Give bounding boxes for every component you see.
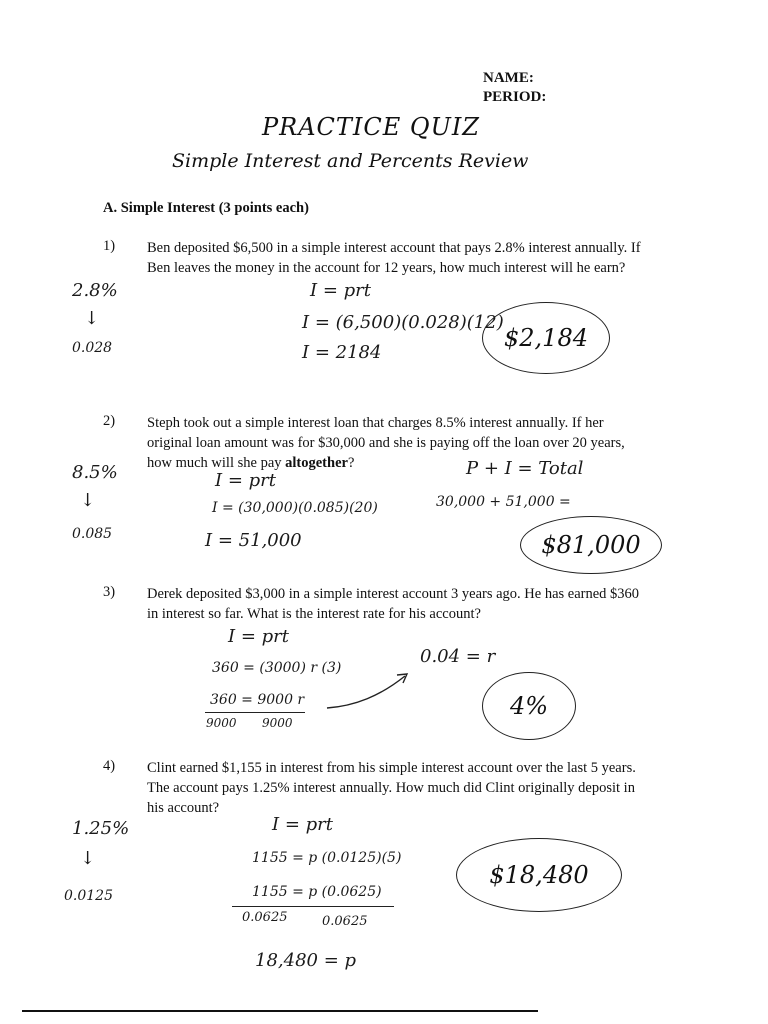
- q4-denominator-2: 0.0625: [322, 914, 368, 929]
- q4-work-line-3: 1155 = p (0.0625): [252, 884, 382, 900]
- section-heading: A. Simple Interest (3 points each): [103, 200, 309, 216]
- question-1-text: Ben deposited $6,500 in a simple interest account that pays 2.8% interest annually. If Ben leaves the money in the account for 12 years, how much interest will he earn?: [147, 240, 641, 276]
- q1-margin-arrow: ↓: [84, 308, 100, 329]
- period-label: PERIOD:: [483, 89, 547, 105]
- q4-answer: $18,480: [489, 861, 589, 889]
- q3-work-line-2: 360 = (3000) r (3): [212, 660, 342, 676]
- q4-work-line-2: 1155 = p (0.0125)(5): [252, 850, 402, 866]
- q3-arrow-icon: [325, 668, 415, 714]
- q4-fraction-bar: [232, 906, 394, 907]
- q1-margin-decimal: 0.028: [72, 340, 113, 356]
- q3-answer: 4%: [509, 692, 549, 720]
- question-1-number: 1): [103, 238, 116, 254]
- q1-work-line-3: I = 2184: [302, 342, 382, 363]
- q4-margin-percent: 1.25%: [72, 818, 130, 839]
- q4-denominator-1: 0.0625: [242, 910, 288, 925]
- q3-denominator-2: 9000: [262, 716, 293, 730]
- q2-margin-arrow: ↓: [80, 490, 96, 511]
- q4-margin-decimal: 0.0125: [64, 888, 113, 904]
- q3-denominator-1: 9000: [206, 716, 237, 730]
- question-3-text: Derek deposited $3,000 in a simple interest account 3 years ago. He has earned $360 in interest so far. What is the interest rate for his account?: [147, 586, 640, 622]
- page-subtitle: Simple Interest and Percents Review: [172, 150, 529, 172]
- question-4-number: 4): [103, 758, 116, 774]
- q4-work-line-1: I = prt: [272, 814, 333, 835]
- q2-margin-percent: 8.5%: [72, 462, 118, 483]
- q1-work-line-2: I = (6,500)(0.028)(12): [302, 312, 504, 333]
- q2-text-part: Steph took out a simple interest loan that charges 8.5% interest annually. If her original loan amount was for $30,000 and she is paying off the loan over 20 years, how much will she pay: [147, 415, 625, 471]
- q4-margin-arrow: ↓: [80, 848, 96, 869]
- q2-side-work-1: P + I = Total: [466, 458, 584, 479]
- question-2-number: 2): [103, 413, 116, 429]
- bottom-divider: [22, 1010, 538, 1012]
- q4-answer-oval: [456, 838, 622, 912]
- question-4-text: Clint earned $1,155 in interest from his simple interest account over the last 5 years. The account pays 1.25% interest annually. How much did Clint originally deposit in his account?: [147, 760, 636, 816]
- q1-work-line-1: I = prt: [310, 280, 371, 301]
- q3-side-work-1: 0.04 = r: [420, 646, 496, 667]
- q2-side-work-2: 30,000 + 51,000 =: [436, 494, 571, 510]
- q2-work-line-2: I = (30,000)(0.085)(20): [212, 500, 378, 516]
- q2-answer: $81,000: [541, 531, 641, 559]
- name-label: NAME:: [483, 70, 534, 86]
- q2-answer-oval: [520, 516, 662, 574]
- q2-text-end: ?: [347, 455, 355, 471]
- q2-text-bold: altogether: [285, 455, 348, 471]
- q1-answer-oval: [482, 302, 610, 374]
- page-title: PRACTICE QUIZ: [262, 113, 480, 141]
- q3-work-line-1: I = prt: [228, 626, 289, 647]
- q2-work-line-3: I = 51,000: [205, 530, 302, 551]
- q3-answer-oval: [482, 672, 576, 740]
- q1-answer: $2,184: [504, 324, 588, 352]
- q4-work-line-4: 18,480 = p: [255, 950, 357, 971]
- q1-margin-percent: 2.8%: [72, 280, 118, 301]
- question-3-number: 3): [103, 584, 116, 600]
- q3-work-line-3: 360 = 9000 r: [210, 692, 305, 708]
- q2-margin-decimal: 0.085: [72, 526, 113, 542]
- q2-work-line-1: I = prt: [215, 470, 276, 491]
- q3-fraction-bar: [205, 712, 305, 713]
